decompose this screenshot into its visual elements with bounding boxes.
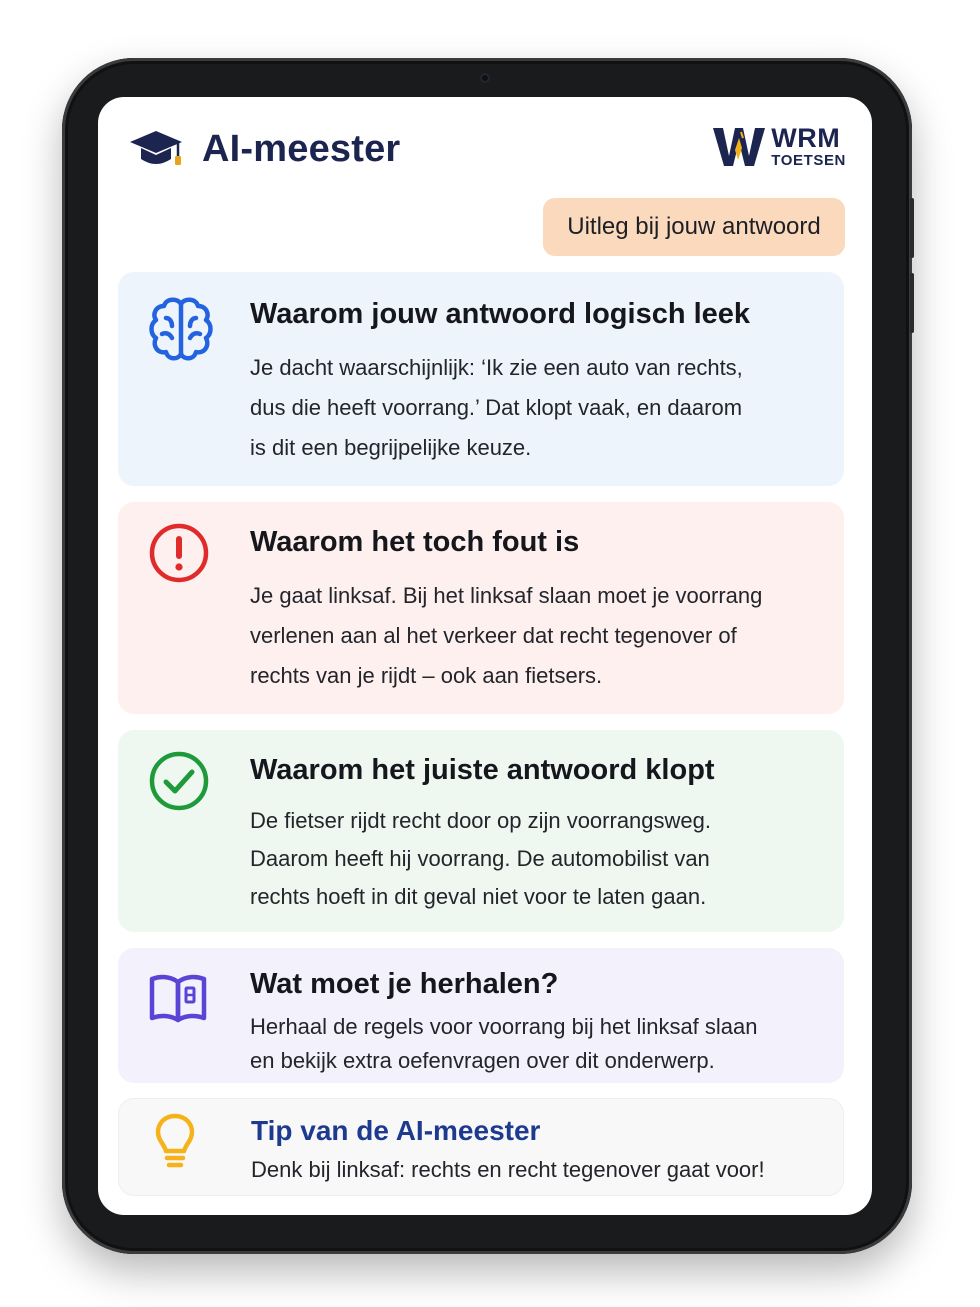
card-body-line: Je gaat linksaf. Bij het linksaf slaan moet je voorrang (250, 583, 763, 608)
app-screen (98, 97, 872, 1215)
lightbulb-icon (155, 1113, 195, 1178)
card-body-line: dus die heeft voorrang.’ Dat klopt vaak, en daarom (250, 395, 743, 420)
app-brand (128, 127, 400, 171)
card-body-line: Denk bij linksaf: rechts en recht tegenover gaat voor! (251, 1157, 765, 1182)
card-body-line: is dit een begrijpelijke keuze. (250, 435, 532, 460)
card-body (250, 348, 810, 468)
book-icon (148, 970, 208, 1029)
volume-button (910, 273, 914, 333)
card-body-line: en bekijk extra oefenvragen over dit onderwerp. (250, 1048, 715, 1073)
card-tip (118, 1098, 844, 1196)
card-body-line: rechts hoeft in dit geval niet voor te laten gaan. (250, 884, 707, 909)
exclamation-circle-icon (148, 522, 210, 589)
card-what-to-review (118, 948, 844, 1083)
card-why-wrong (118, 502, 844, 714)
card-title: Waarom het juiste antwoord klopt (250, 754, 715, 786)
wrm-logo-sub: TOETSEN (771, 152, 846, 169)
wrm-logo (713, 125, 846, 168)
wrm-logo-word: WRM (771, 123, 841, 153)
card-why-correct (118, 730, 844, 932)
card-body-line: Je dacht waarschijnlijk: ‘Ik zie een auto van rechts, (250, 355, 743, 380)
app-header (98, 97, 872, 197)
brain-icon (148, 294, 214, 369)
card-body-line: rechts van je rijdt – ook aan fietsers. (250, 663, 603, 688)
card-why-logical (118, 272, 844, 486)
card-body (250, 576, 810, 696)
card-body (250, 802, 810, 916)
card-title: Waarom jouw antwoord logisch leek (250, 298, 751, 330)
volume-button (910, 198, 914, 258)
card-title: Waarom het toch fout is (250, 526, 580, 558)
card-body-line: Herhaal de regels voor voorrang bij het linksaf slaan (250, 1014, 758, 1039)
graduation-cap-icon (128, 127, 184, 171)
card-body-line: De fietser rijdt recht door op zijn voorrangsweg. (250, 808, 711, 833)
card-body-line: Daarom heeft hij voorrang. De automobilist van (250, 846, 710, 871)
card-body (251, 1155, 831, 1185)
wrm-logo-mark (713, 126, 765, 168)
card-body-line: verlenen aan al het verkeer dat recht tegenover of (250, 623, 737, 648)
front-camera (480, 73, 490, 83)
explanation-heading: Uitleg bij jouw antwoord (543, 198, 845, 256)
check-circle-icon (148, 750, 210, 817)
card-title: Tip van de AI-meester (251, 1115, 541, 1146)
card-title: Wat moet je herhalen? (250, 968, 559, 1000)
card-body (250, 1010, 810, 1078)
app-title: AI-meester (202, 127, 401, 170)
